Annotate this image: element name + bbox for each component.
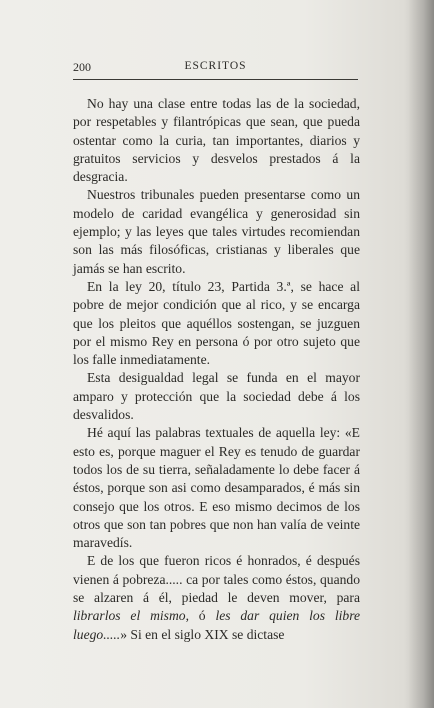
text-run: , ó [185,608,216,624]
running-head: ESCRITOS [184,60,247,72]
paragraph: En la ley 20, título 23, Partida 3.ª, se hace al pobre de mejor condición que al rico, y se encarga que los pleitos que aquéllos sostengan, se juzguen por el mismo Rey en persona ó por otro sujeto que los falle inmediatamente. [73,278,360,368]
text-run: E de los que fueron ricos é honrados, é después vienen á pobreza..... ca por tales como éstos, quando se alzaren á él, piedad le deven mover, para [73,553,360,606]
body-text [73,95,360,644]
italic-phrase: les dar quien los libre luego..... [73,608,361,642]
paragraph: Nuestros tribunales pueden presentarse como un modelo de caridad evangélica y generosidad sin ejemplo; y las leyes que tales virtudes recomiendan son las más filosóficas, cristianas y liberales que jamás se han escrito. [73,187,360,276]
paragraph: Hé aquí las palabras textuales de aquella ley: «E esto es, porque maguer el Rey es tenudo de guardar todos los de su tierra, señaladamente lo debe facer á éstos, porque son asi como desamparados, é más sin consejo que los otros. E eso mismo decimos de los otros que son tan pobres que non han valía de veinte maravedís. [73,425,360,551]
header-rule [73,79,358,80]
page-number: 200 [73,60,91,74]
paragraph: Esta desigualdad legal se funda en el mayor amparo y protección que la sociedad debe á los desvalidos. [73,370,360,423]
text-run: » Si en el siglo XIX se dictase [120,626,285,642]
page-header [73,60,358,78]
paragraph: No hay una clase entre todas las de la sociedad, por respetables y filantrópicas que sean, que pueda ostentar como la curia, tan importantes, diarios y gratuitos servicios y desvelos prestados á la desgracia. [73,96,360,185]
page-edge-shadow [408,0,434,708]
italic-phrase: librarlos el mismo [73,608,186,624]
paragraph [73,552,360,643]
